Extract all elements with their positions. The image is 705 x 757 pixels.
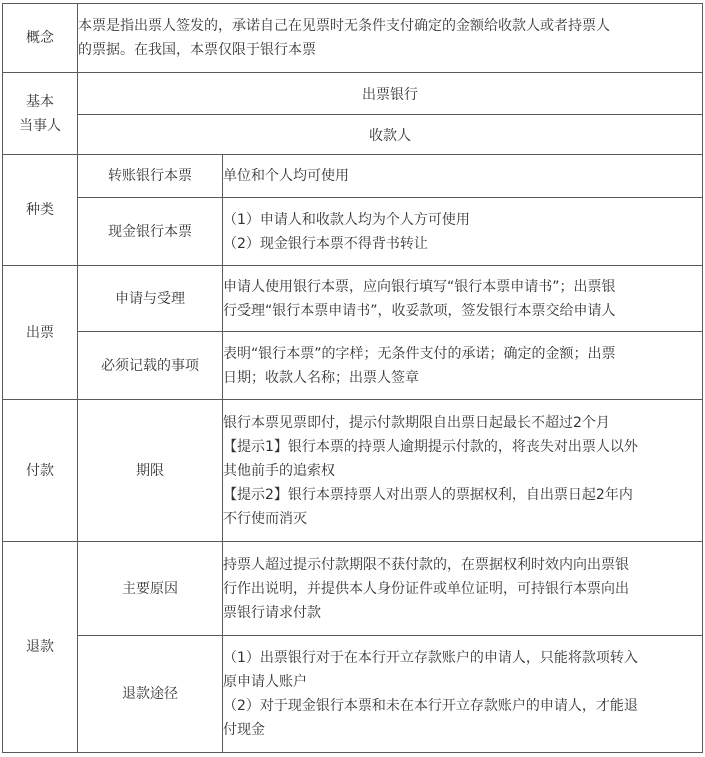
row-payment-term <box>3 400 703 542</box>
text-line: 表明“银行本票”的字样；无条件支付的承诺；确定的金额；出票 <box>223 345 616 362</box>
bank-draft-table <box>2 3 703 753</box>
text-line: 不行使而消灭 <box>223 510 307 527</box>
text-line: 行受理“银行本票申请书”，收妥款项，签发银行本票交给申请人 <box>223 302 616 319</box>
payment-label: 付款 <box>3 400 78 542</box>
types-label: 种类 <box>3 155 78 266</box>
concept-text <box>78 4 703 73</box>
text-line: （2）对于现金银行本票和未在本行开立存款账户的申请人，才能退 <box>223 698 638 714</box>
row-types-transfer <box>3 155 703 198</box>
text-line: 申请人使用银行本票，应向银行填写“银行本票申请书”；出票银 <box>223 278 616 295</box>
row-refund-reason <box>3 542 703 636</box>
main-reason-label: 主要原因 <box>78 542 223 636</box>
text-line: 行作出说明，并提供本人身份证件或单位证明，可持银行本票向出 <box>223 580 629 597</box>
text-line: 单位和个人均可使用 <box>223 168 349 184</box>
label-line: 基本 <box>26 93 54 110</box>
text-line: （1）申请人和收款人均为个人方可使用 <box>223 211 470 228</box>
drawer-bank: 出票银行 <box>78 73 703 115</box>
text-line: （2）现金银行本票不得背书转让 <box>223 235 428 252</box>
refund-channel-text <box>223 636 703 753</box>
text-line: 其他前手的追索权 <box>223 462 335 479</box>
text-line: 的票据。在我国，本票仅限于银行本票 <box>78 42 316 58</box>
row-issuance-required <box>3 332 703 400</box>
text-line: 【提示2】银行本票持票人对出票人的票据权利，自出票日起2年内 <box>223 486 633 503</box>
transfer-draft-text <box>223 155 703 198</box>
refund-label: 退款 <box>3 542 78 753</box>
required-items-label: 必须记载的事项 <box>78 332 223 400</box>
text-line: 本票是指出票人签发的，承诺自己在见票时无条件支付确定的金额给收款人或者持票人 <box>78 18 610 34</box>
application-label: 申请与受理 <box>78 266 223 332</box>
application-text <box>223 266 703 332</box>
text-line: 原申请人账户 <box>223 674 307 690</box>
text-line: 【提示1】银行本票的持票人逾期提示付款的，将丧失对出票人以外 <box>223 438 638 455</box>
required-items-text <box>223 332 703 400</box>
row-issuance-application <box>3 266 703 332</box>
row-concept <box>3 4 703 73</box>
payee: 收款人 <box>78 115 703 155</box>
issuance-label: 出票 <box>3 266 78 400</box>
text-line: 付现金 <box>223 722 265 738</box>
text-line: 持票人超过提示付款期限不获付款的，在票据权利时效内向出票银 <box>223 556 629 573</box>
text-line: 日期；收款人名称；出票人签章 <box>223 369 419 386</box>
term-label: 期限 <box>78 400 223 542</box>
transfer-draft-label: 转账银行本票 <box>78 155 223 198</box>
cash-draft-text <box>223 198 703 266</box>
row-types-cash <box>3 198 703 266</box>
refund-channel-label: 退款途径 <box>78 636 223 753</box>
row-parties-payee <box>3 115 703 155</box>
row-refund-channel <box>3 636 703 753</box>
text-line: 银行本票见票即付，提示付款期限自出票日起最长不超过2个月 <box>223 414 610 431</box>
parties-label <box>3 73 78 155</box>
concept-label: 概念 <box>3 4 78 73</box>
label-line: 当事人 <box>19 117 61 134</box>
text-line: （1）出票银行对于在本行开立存款账户的申请人，只能将款项转入 <box>223 650 638 666</box>
text-line: 票银行请求付款 <box>223 604 321 621</box>
cash-draft-label: 现金银行本票 <box>78 198 223 266</box>
term-text <box>223 400 703 542</box>
main-reason-text <box>223 542 703 636</box>
row-parties-drawer <box>3 73 703 115</box>
